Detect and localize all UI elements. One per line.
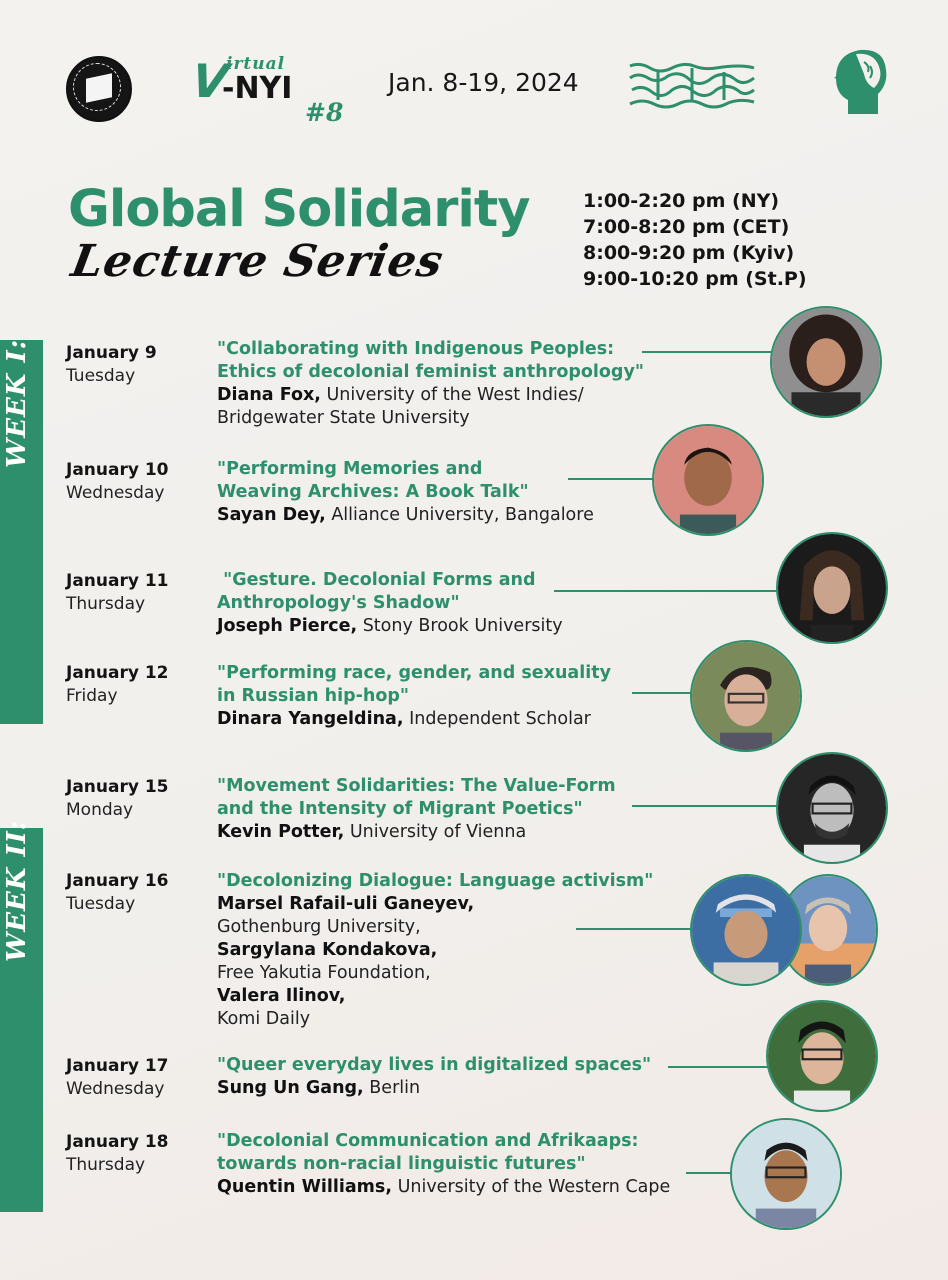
event-date-block — [66, 459, 169, 505]
event-date: January 15 — [66, 777, 169, 797]
speaker-photo — [766, 1000, 878, 1112]
event-date-block — [66, 870, 169, 916]
event-details — [217, 338, 644, 430]
event-date-block — [66, 342, 157, 388]
time-cet: 7:00-8:20 pm (CET) — [583, 216, 790, 238]
speaker-photo — [776, 532, 888, 644]
event-title-line: "Gesture. Decolonial Forms and — [217, 570, 536, 590]
speaker-affiliation: Free Yakutia Foundation, — [217, 963, 431, 983]
page-subtitle: Lecture Series — [67, 236, 448, 287]
connector-line — [568, 478, 654, 480]
page-title: Global Solidarity — [68, 180, 530, 239]
event-title-line: "Queer everyday lives in digitalized spaces" — [217, 1055, 652, 1075]
speaker-name: Diana Fox, — [217, 385, 321, 405]
speaker-photo — [652, 424, 764, 536]
week-2-bar — [0, 819, 43, 1212]
event-title-line: "Decolonizing Dialogue: Language activism" — [217, 871, 654, 891]
event-day: Wednesday — [66, 1079, 165, 1099]
connector-line — [554, 590, 778, 592]
speaker-name: Marsel Rafail-uli Ganeyev, — [217, 894, 475, 914]
event-details — [217, 1130, 670, 1199]
event-title-line: Ethics of decolonial feminist anthropology" — [217, 362, 644, 382]
speaker-name: Joseph Pierce, — [217, 616, 358, 636]
time-stp: 9:00-10:20 pm (St.P) — [583, 268, 807, 290]
event-date: January 10 — [66, 460, 169, 480]
connector-line — [632, 805, 778, 807]
speaker-affiliation: Komi Daily — [217, 1009, 311, 1029]
week-1-label: WEEK I: — [2, 338, 32, 468]
brand-number: #8 — [305, 98, 344, 127]
event-title-line: "Performing Memories and — [217, 459, 483, 479]
speaker-name: Kevin Potter, — [217, 822, 345, 842]
speaker-photo — [690, 640, 802, 752]
speaker-name: Valera Ilinov, — [217, 986, 346, 1006]
speaker-name: Sargylana Kondakova, — [217, 940, 438, 960]
event-details — [217, 662, 611, 731]
speaker-photo — [730, 1118, 842, 1230]
connector-line — [686, 1172, 732, 1174]
event-day: Friday — [66, 686, 118, 706]
speaker-affiliation: Stony Brook University — [362, 616, 563, 636]
head-profile-icon — [830, 44, 890, 120]
connector-line — [668, 1066, 768, 1068]
speaker-affiliation: Alliance University, Bangalore — [331, 505, 594, 525]
event-dates: Jan. 8-19, 2024 — [388, 68, 579, 97]
connector-line — [632, 692, 692, 694]
event-day: Thursday — [66, 1155, 146, 1175]
ornament-pattern-icon — [628, 60, 756, 110]
speaker-affiliation: University of Vienna — [349, 822, 527, 842]
event-title-line: "Movement Solidarities: The Value-Form — [217, 776, 616, 796]
event-day: Thursday — [66, 594, 146, 614]
event-details — [217, 458, 594, 527]
event-title-line: Weaving Archives: A Book Talk" — [217, 482, 529, 502]
speaker-name: Sayan Dey, — [217, 505, 326, 525]
event-details — [217, 1054, 651, 1100]
event-day: Tuesday — [66, 366, 136, 386]
connector-line — [576, 928, 692, 930]
connector-line — [642, 351, 772, 353]
event-date-block — [66, 570, 169, 616]
brand-v: V — [188, 54, 232, 108]
event-date: January 16 — [66, 871, 169, 891]
speaker-name: Dinara Yangeldina, — [217, 709, 404, 729]
speaker-photo — [776, 752, 888, 864]
event-day: Monday — [66, 800, 134, 820]
event-title-line: Anthropology's Shadow" — [217, 593, 460, 613]
event-title-line: "Performing race, gender, and sexuality — [217, 663, 611, 683]
event-title-line: towards non-racial linguistic futures" — [217, 1154, 586, 1174]
speaker-photo — [770, 306, 882, 418]
event-date: January 12 — [66, 663, 169, 683]
brand-script: irtual — [226, 54, 286, 74]
event-title-line: "Decolonial Communication and Afrikaaps: — [217, 1131, 639, 1151]
speaker-affiliation: Bridgewater State University — [217, 408, 470, 428]
event-date-block — [66, 662, 169, 708]
time-kyiv: 8:00-9:20 pm (Kyiv) — [583, 242, 795, 264]
week-2-label: WEEK II: — [2, 819, 32, 962]
speaker-affiliation: Gothenburg University, — [217, 917, 421, 937]
brand-main: -NYI — [222, 71, 293, 106]
speaker-affiliation: University of the West Indies/ — [326, 385, 584, 405]
event-title-line: in Russian hip-hop" — [217, 686, 410, 706]
institute-logo — [66, 56, 132, 122]
event-details — [217, 775, 616, 844]
event-date: January 18 — [66, 1132, 169, 1152]
event-date: January 17 — [66, 1056, 169, 1076]
time-list — [583, 188, 807, 292]
speaker-photo — [690, 874, 802, 986]
event-date: January 9 — [66, 343, 157, 363]
event-date-block — [66, 1055, 169, 1101]
event-title-line: and the Intensity of Migrant Poetics" — [217, 799, 583, 819]
speaker-affiliation: Independent Scholar — [409, 709, 591, 729]
event-date-block — [66, 776, 169, 822]
event-date: January 11 — [66, 571, 169, 591]
event-details — [217, 569, 563, 638]
event-date-block — [66, 1131, 169, 1177]
speaker-affiliation: University of the Western Cape — [397, 1177, 671, 1197]
event-day: Tuesday — [66, 894, 136, 914]
event-details — [217, 870, 653, 1031]
time-ny: 1:00-2:20 pm (NY) — [583, 190, 780, 212]
speaker-affiliation: Berlin — [369, 1078, 421, 1098]
event-title-line: "Collaborating with Indigenous Peoples: — [217, 339, 615, 359]
week-1-bar — [0, 340, 43, 724]
event-day: Wednesday — [66, 483, 165, 503]
speaker-name: Sung Un Gang, — [217, 1078, 364, 1098]
speaker-name: Quentin Williams, — [217, 1177, 392, 1197]
